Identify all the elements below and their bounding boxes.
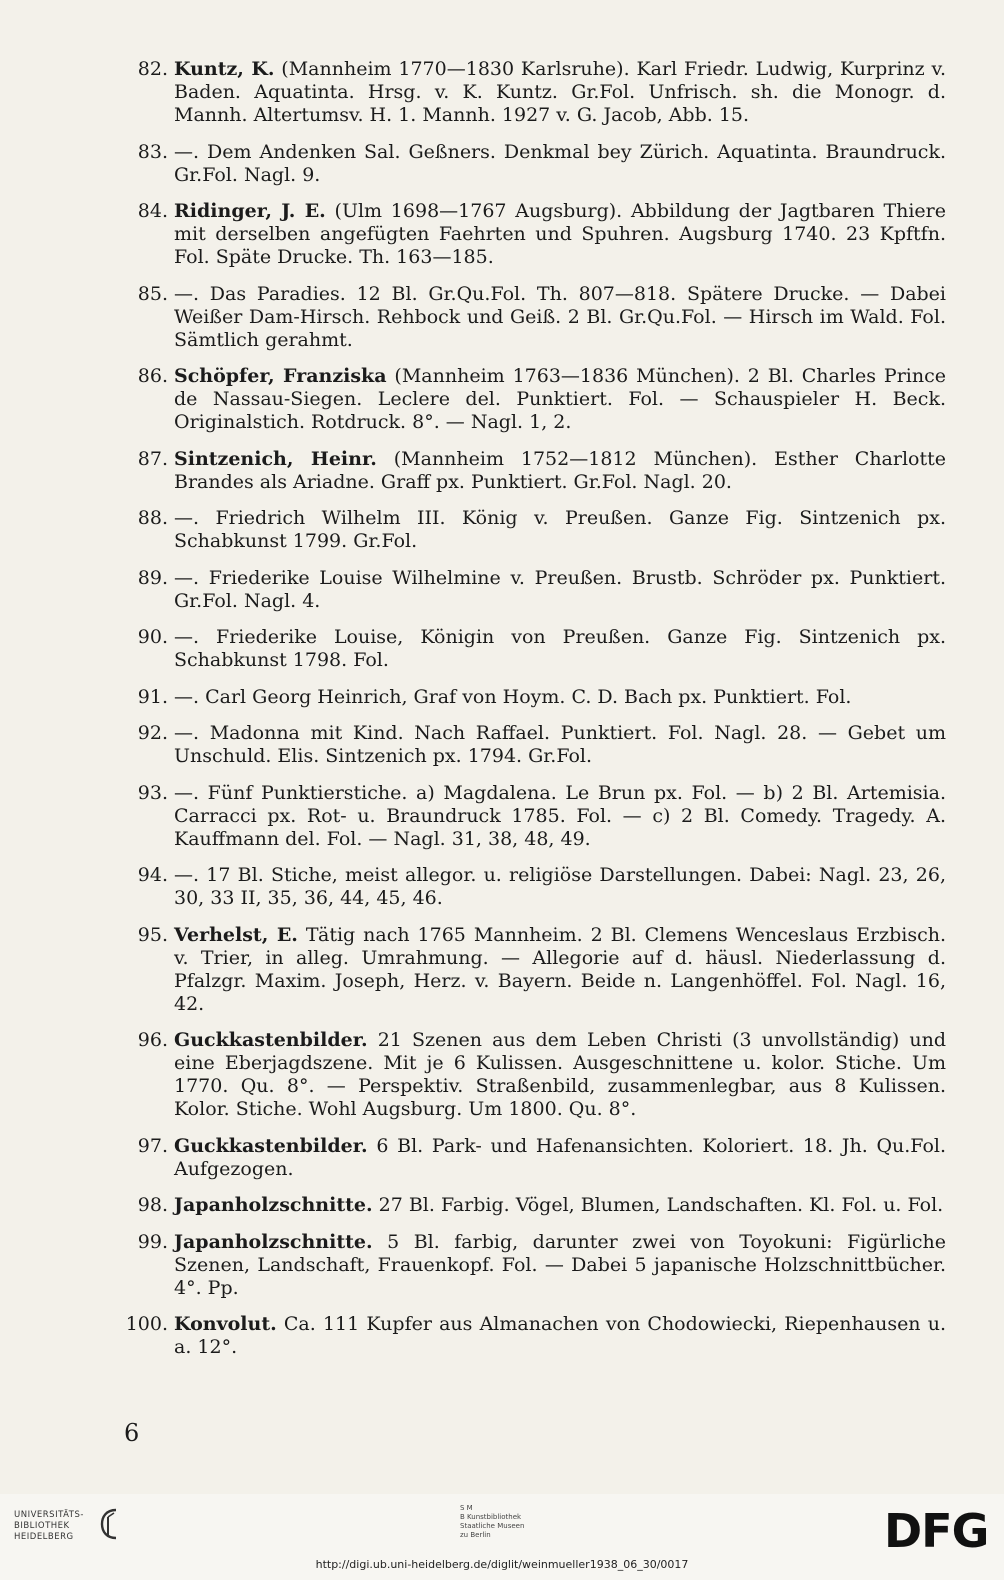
entry-text bbox=[174, 507, 946, 553]
entry-number: 88. bbox=[137, 507, 168, 529]
catalog-entry bbox=[128, 507, 946, 553]
museum-line: zu Berlin bbox=[460, 1531, 491, 1539]
entry-number: 96. bbox=[137, 1029, 168, 1051]
entry-name: Guckkastenbilder. bbox=[174, 1134, 368, 1157]
footer-bar bbox=[0, 1494, 1004, 1580]
catalog-entry bbox=[128, 1029, 946, 1121]
catalog-entry bbox=[128, 722, 946, 768]
entry-name: Konvolut. bbox=[174, 1313, 277, 1335]
catalog-entry bbox=[128, 448, 946, 494]
entry-text bbox=[174, 1135, 946, 1181]
entry-description: —. Fünf Punktierstiche. a) Magdalena. Le Brun px. Fol. — b) 2 Bl. Artemisia. Carracci px. Rot- u. Braundruck 1785. Fol. — c) 2 Bl. Comedy. Tragedy. A. Kauffmann del. Fol. — Nagl. 31, 38, 48, 49. bbox=[174, 781, 946, 850]
source-url-link[interactable]: http://digi.ub.uni-heidelberg.de/diglit/weinmueller1938_06_30/0017 bbox=[315, 1558, 689, 1571]
catalog-entry bbox=[128, 283, 946, 352]
entry-description: —. Das Paradies. 12 Bl. Gr.Qu.Fol. Th. 807—818. Spätere Drucke. — Dabei Weißer Dam-Hirsch. Rehbock und Geiß. 2 Bl. Gr.Qu.Fol. — Hirsch im Wald. Fol. Sämtlich gerahmt. bbox=[174, 282, 946, 351]
entry-description: —. Friederike Louise Wilhelmine v. Preußen. Brustb. Schröder px. Punktiert. Gr.Fol. Nagl. 4. bbox=[174, 566, 946, 612]
entry-text bbox=[174, 1231, 946, 1300]
museum-line: S M bbox=[460, 1504, 473, 1512]
catalog-entry bbox=[128, 782, 946, 851]
entry-number: 92. bbox=[137, 722, 168, 744]
catalog-entry bbox=[128, 1135, 946, 1181]
entry-description: Tätig nach 1765 Mannheim. 2 Bl. Clemens Wenceslaus Erzbisch. v. Trier, in alleg. Umrahmung. — Allegorie auf d. häusl. Niederlassung d. Pfalzgr. Maxim. Joseph, Herz. v. Bayern. Beide n. Langenhöffel. Fol. Nagl. 16, 42. bbox=[174, 923, 947, 1015]
entry-number: 86. bbox=[137, 365, 168, 387]
entry-text bbox=[174, 1194, 946, 1217]
entry-name: Schöpfer, Franziska bbox=[174, 365, 387, 387]
entry-number: 87. bbox=[137, 447, 168, 470]
catalog-entry bbox=[128, 626, 946, 672]
catalog-entry bbox=[128, 686, 946, 709]
entry-description: —. Dem Andenken Sal. Geßners. Denkmal bey Zürich. Aquatinta. Braundruck. Gr.Fol. Nagl. 9. bbox=[174, 140, 946, 186]
entry-description: —. Carl Georg Heinrich, Graf von Hoym. C. D. Bach px. Punktiert. Fol. bbox=[174, 685, 852, 708]
entry-description: 21 Szenen aus dem Leben Christi (3 unvollständig) und eine Eberjagdszene. Mit je 6 Kulissen. Ausgeschnittene u. kolor. Stiche. Um 1770. Qu. 8°. — Perspektiv. Straßenbild, zusammenlegbar, aus 8 Kulissen. Kolor. Stiche. Wohl Augsburg. Um 1800. Qu. 8°. bbox=[174, 1029, 946, 1120]
catalog-entry bbox=[128, 1231, 946, 1300]
catalog-entry bbox=[128, 1194, 946, 1217]
entry-text bbox=[174, 782, 946, 851]
entry-number: 89. bbox=[137, 566, 168, 589]
entry-text bbox=[174, 1029, 946, 1121]
entry-text bbox=[174, 365, 946, 434]
entry-name: Japanholzschnitte. bbox=[174, 1230, 373, 1253]
catalog-entry bbox=[128, 58, 946, 127]
catalog-entry bbox=[128, 924, 946, 1016]
entry-description: 6 Bl. Park- und Hafenansichten. Koloriert. 18. Jh. Qu.Fol. Aufgezogen. bbox=[174, 1134, 947, 1180]
entry-description: (Mannheim 1763—1836 München). 2 Bl. Charles Prince de Nassau-Siegen. Leclere del. Punktiert. Fol. — Schauspieler H. Beck. Originalstich. Rotdruck. 8°. — Nagl. 1, 2. bbox=[174, 365, 946, 433]
entry-text bbox=[174, 448, 946, 494]
catalog-entry bbox=[125, 1313, 946, 1359]
entry-number: 100. bbox=[125, 1313, 168, 1335]
catalog-entries bbox=[125, 58, 947, 1373]
catalog-entry bbox=[128, 864, 946, 910]
entry-description: —. Friederike Louise, Königin von Preußen. Ganze Fig. Sintzenich px. Schabkunst 1798. Fol. bbox=[174, 626, 946, 671]
entry-text bbox=[174, 200, 946, 269]
university-line: UNIVERSITÄTS- bbox=[14, 1510, 84, 1520]
dfg-logo: DFG bbox=[884, 1504, 989, 1558]
entry-text bbox=[174, 924, 946, 1016]
museum-label bbox=[460, 1504, 524, 1540]
entry-number: 85. bbox=[137, 282, 168, 305]
entry-description: 5 Bl. farbig, darunter zwei von Toyokuni: Figürliche Szenen, Landschaft, Frauenkopf. Fol. — Dabei 5 japanische Holzschnittbücher. 4°. Pp. bbox=[174, 1230, 946, 1299]
entry-description: (Mannheim 1752—1812 München). Esther Charlotte Brandes als Ariadne. Graff px. Punktiert. Gr.Fol. Nagl. 20. bbox=[174, 447, 946, 493]
catalog-entry bbox=[128, 200, 946, 269]
entry-number: 98. bbox=[137, 1194, 168, 1216]
entry-name: Kuntz, K. bbox=[174, 58, 275, 80]
entry-text bbox=[174, 1313, 946, 1359]
entry-text bbox=[174, 686, 946, 709]
catalog-entry bbox=[128, 365, 946, 434]
university-line: HEIDELBERG bbox=[14, 1532, 74, 1542]
entry-text bbox=[174, 283, 946, 352]
entry-number: 82. bbox=[137, 58, 168, 80]
entry-number: 83. bbox=[137, 140, 168, 163]
university-line: BIBLIOTHEK bbox=[14, 1521, 70, 1531]
entry-number: 84. bbox=[137, 200, 168, 222]
entry-name: Japanholzschnitte. bbox=[174, 1194, 373, 1216]
museum-line: B Kunstbibliothek bbox=[460, 1513, 522, 1521]
page-number: 6 bbox=[124, 1419, 140, 1447]
entry-name: Verhelst, E. bbox=[174, 923, 298, 946]
entry-text bbox=[174, 141, 946, 187]
entry-description: —. 17 Bl. Stiche, meist allegor. u. religiöse Darstellungen. Dabei: Nagl. 23, 26, 30, 33 II, 35, 36, 44, 45, 46. bbox=[174, 864, 946, 909]
entry-text bbox=[174, 864, 946, 910]
entry-name: Guckkastenbilder. bbox=[174, 1029, 368, 1051]
entry-description: —. Friedrich Wilhelm III. König v. Preußen. Ganze Fig. Sintzenich px. Schabkunst 1799. Gr.Fol. bbox=[174, 507, 946, 552]
museum-line: Staatliche Museen bbox=[460, 1522, 525, 1530]
entry-name: Ridinger, J. E. bbox=[174, 200, 326, 222]
entry-description: (Mannheim 1770—1830 Karlsruhe). Karl Friedr. Ludwig, Kurprinz v. Baden. Aquatinta. Hrsg. v. K. Kuntz. Gr.Fol. Unfrisch. sh. die Monogr. d. Mannh. Altertumsv. H. 1. Mannh. 1927 v. G. Jacob, Abb. 15. bbox=[174, 58, 946, 126]
entry-number: 90. bbox=[137, 626, 168, 648]
entry-description: —. Madonna mit Kind. Nach Raffael. Punktiert. Fol. Nagl. 28. — Gebet um Unschuld. Elis. Sintzenich px. 1794. Gr.Fol. bbox=[174, 722, 946, 767]
entry-description: (Ulm 1698—1767 Augsburg). Abbildung der Jagtbaren Thiere mit derselben angefügten Faehrten und Spuhren. Augsburg 1740. 23 Kpftfn. Fol. Späte Drucke. Th. 163—185. bbox=[174, 200, 946, 268]
entry-text bbox=[174, 567, 946, 613]
catalog-entry bbox=[128, 567, 946, 613]
entry-text bbox=[174, 626, 946, 672]
entry-text bbox=[174, 58, 946, 127]
university-logo-icon bbox=[98, 1507, 124, 1541]
entry-number: 91. bbox=[137, 685, 168, 708]
university-library-label bbox=[14, 1510, 84, 1543]
entry-text bbox=[174, 722, 946, 768]
entry-name: Sintzenich, Heinr. bbox=[174, 447, 377, 470]
entry-number: 95. bbox=[137, 923, 168, 946]
catalog-entry bbox=[128, 141, 946, 187]
entry-number: 93. bbox=[137, 781, 168, 804]
entry-number: 97. bbox=[137, 1134, 168, 1157]
entry-description: Ca. 111 Kupfer aus Almanachen von Chodowiecki, Riepenhausen u. a. 12°. bbox=[174, 1313, 946, 1358]
entry-description: 27 Bl. Farbig. Vögel, Blumen, Landschaften. Kl. Fol. u. Fol. bbox=[378, 1194, 944, 1216]
entry-number: 99. bbox=[137, 1230, 168, 1253]
entry-number: 94. bbox=[137, 864, 168, 886]
